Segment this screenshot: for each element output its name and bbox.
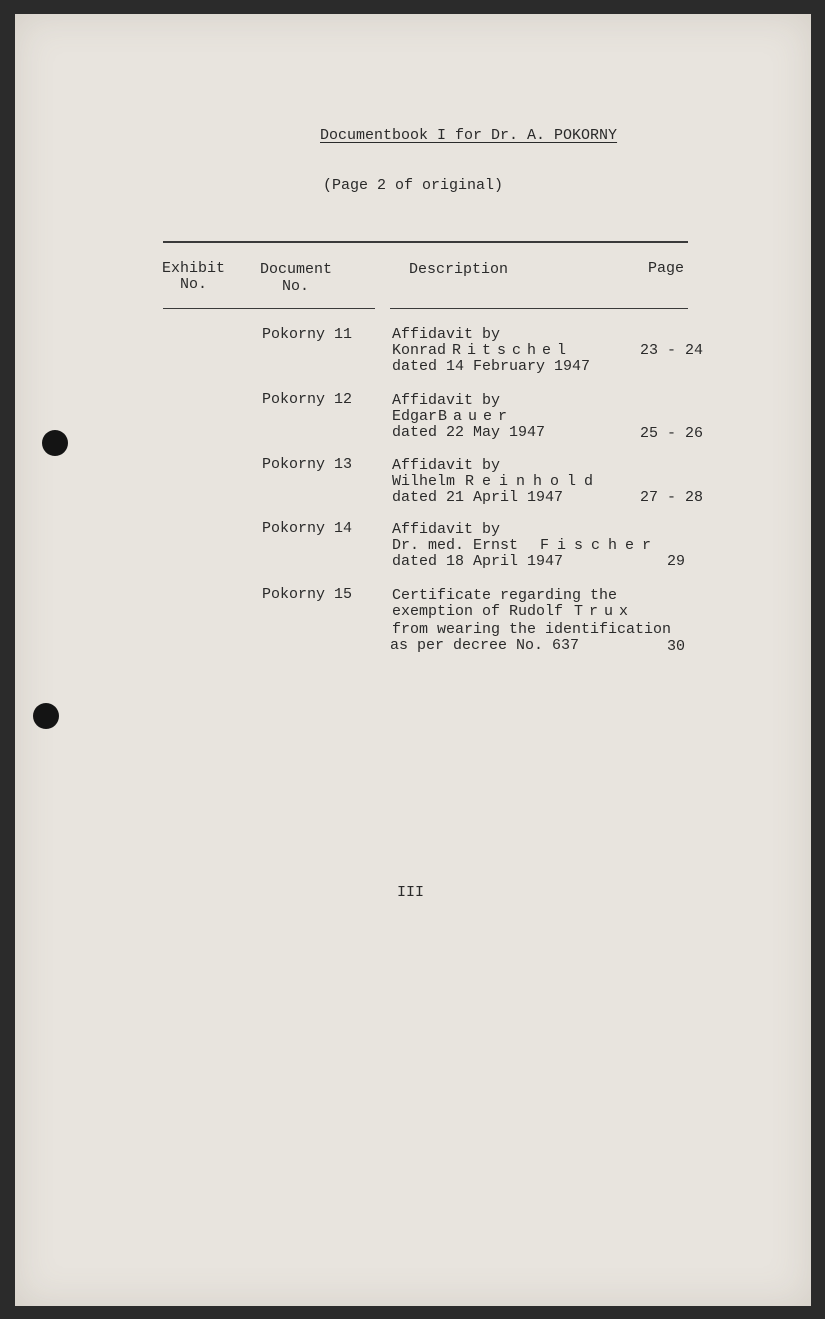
row-1-line2-name: Ritschel (452, 342, 573, 359)
row-1-pages: 23 - 24 (640, 342, 704, 359)
header-rule-left (163, 308, 375, 309)
table-top-rule (163, 241, 688, 243)
document-page (15, 14, 811, 1306)
row-3-line1: Affidavit by (392, 457, 501, 474)
punch-hole-bottom (33, 703, 59, 729)
row-5-line1: Certificate regarding the (392, 587, 618, 604)
row-1-document-no: Pokorny 11 (262, 326, 353, 343)
row-2-pages: 25 - 26 (640, 425, 704, 442)
row-2-line2-first: Edgar (392, 408, 438, 425)
row-2-line3: dated 22 May 1947 (392, 424, 546, 441)
row-4-pages: 29 (667, 553, 686, 570)
punch-hole-top (42, 430, 68, 456)
header-document: Document (260, 261, 333, 278)
row-4-line2-first: Dr. med. Ernst (392, 537, 519, 554)
row-5-pages: 30 (667, 638, 686, 655)
row-5-line4: as per decree No. 637 (390, 637, 580, 654)
row-3-pages: 27 - 28 (640, 489, 704, 506)
row-4-line2-name: Fischer (540, 537, 660, 554)
row-2-line2-name: Bauer (438, 408, 514, 425)
row-5-line2-first: exemption of Rudolf (392, 603, 564, 620)
document-title: Documentbook I for Dr. A. POKORNY (320, 127, 618, 144)
row-5-document-no: Pokorny 15 (262, 586, 353, 603)
row-3-document-no: Pokorny 13 (262, 456, 353, 473)
row-3-line3: dated 21 April 1947 (392, 489, 564, 506)
row-1-line1: Affidavit by (392, 326, 501, 343)
row-1-line2-first: Konrad (392, 342, 447, 359)
row-4-line3: dated 18 April 1947 (392, 553, 564, 570)
document-subtitle: (Page 2 of original) (323, 177, 504, 194)
header-exhibit-no: No. (180, 276, 208, 293)
row-3-line2-name: Reinhold (465, 473, 602, 490)
row-4-document-no: Pokorny 14 (262, 520, 353, 537)
row-4-line1: Affidavit by (392, 521, 501, 538)
header-exhibit: Exhibit (162, 260, 226, 277)
row-5-line2-name: Trux (574, 603, 635, 620)
header-document-no: No. (282, 278, 310, 295)
row-1-line3: dated 14 February 1947 (392, 358, 591, 375)
header-page: Page (648, 260, 685, 277)
row-3-line2-first: Wilhelm (392, 473, 456, 490)
row-2-document-no: Pokorny 12 (262, 391, 353, 408)
header-rule-right (390, 308, 688, 309)
header-description: Description (409, 261, 509, 278)
row-5-line3: from wearing the identification (392, 621, 672, 638)
row-2-line1: Affidavit by (392, 392, 501, 409)
page-number: III (397, 884, 425, 901)
